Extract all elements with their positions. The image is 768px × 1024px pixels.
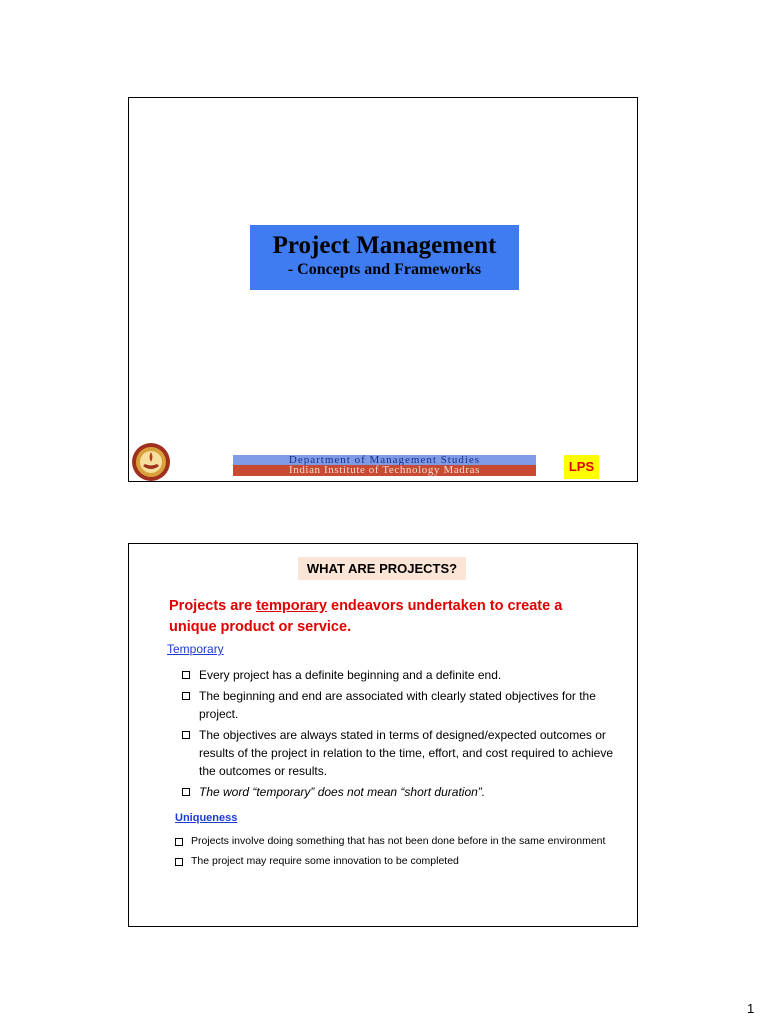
definition-text-start: Projects are [169, 598, 257, 614]
slide-2 [128, 543, 638, 927]
slide-heading: WHAT ARE PROJECTS? [298, 557, 466, 580]
lps-badge: LPS [564, 455, 599, 479]
list-item: Projects involve doing something that has not been done before in the same environment [175, 834, 615, 849]
page-number: 1 [747, 1001, 755, 1016]
list-item: The beginning and end are associated with clearly stated objectives for the project. [182, 687, 622, 723]
institute-name: Indian Institute of Technology Madras [233, 465, 536, 476]
checkbox-bullet-icon [182, 731, 190, 739]
slide-1 [128, 97, 638, 482]
temporary-list [182, 666, 622, 804]
checkbox-bullet-icon [182, 788, 190, 796]
definition-keyword: temporary [256, 598, 327, 614]
uniqueness-list [175, 834, 615, 874]
list-item: The word “temporary” does not mean “short duration”. [182, 783, 622, 801]
slide-subtitle: - Concepts and Frameworks [287, 261, 482, 278]
checkbox-bullet-icon [182, 671, 190, 679]
list-item: Every project has a definite beginning and a definite end. [182, 666, 622, 684]
list-item: The objectives are always stated in terms of designed/expected outcomes or results of the project in relation to the time, effort, and cost required to achieve the outcomes or results. [182, 726, 622, 780]
project-definition [169, 596, 609, 638]
slide-title: Project Management [272, 232, 497, 259]
iit-madras-logo-icon [131, 442, 171, 482]
uniqueness-section-label: Uniqueness [175, 812, 238, 824]
definition-text-end: endeavors undertaken to create a unique product or service. [169, 598, 563, 635]
checkbox-bullet-icon [182, 692, 190, 700]
title-banner [250, 225, 519, 290]
temporary-section-label: Temporary [167, 642, 224, 656]
department-banner [233, 455, 536, 476]
list-item: The project may require some innovation to be completed [175, 854, 615, 869]
checkbox-bullet-icon [175, 838, 183, 846]
department-name: Department of Management Studies [233, 455, 536, 465]
checkbox-bullet-icon [175, 858, 183, 866]
